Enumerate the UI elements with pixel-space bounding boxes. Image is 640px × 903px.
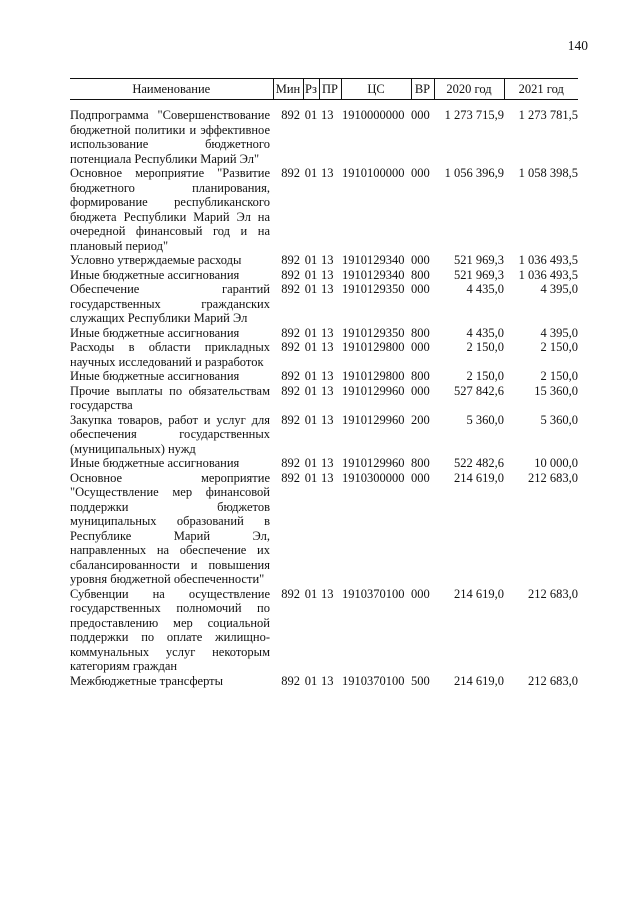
cell-name: Иные бюджетные ассигнования [70, 369, 240, 383]
cell-cs: 1910100000 [342, 166, 405, 180]
cell-name: Межбюджетные трансферты [70, 673, 224, 688]
cell-pr: 13 [321, 108, 334, 122]
cell-name: Основное мероприятие "Осуществление мер финансовой поддержки бюджетов муниципальных образований в Республике Марий Эл, направленных на обеспечение их сбалансированности и повышения уровня бюджетной обеспеченности" [70, 470, 270, 586]
table-row [70, 471, 578, 587]
cell-cs: 1910129350 [342, 282, 405, 296]
cell-cs: 1910129960 [342, 412, 405, 427]
cell-pr: 13 [321, 369, 334, 383]
cell-rz: 01 [304, 340, 318, 354]
cell-vr: 000 [411, 253, 430, 267]
cell-year-2021: 212 683,0 [528, 586, 578, 601]
cell-vr: 200 [411, 412, 430, 427]
page-number: 140 [567, 38, 588, 53]
cell-year-2021: 5 360,0 [540, 412, 578, 427]
cell-rz: 01 [304, 673, 318, 688]
table-row [70, 674, 578, 689]
table-row [70, 587, 578, 674]
cell-year-2021: 1 036 493,5 [518, 253, 578, 267]
cell-vr: 000 [411, 586, 430, 601]
cell-rz: 01 [304, 470, 318, 485]
cell-rz: 01 [304, 586, 318, 601]
table-header-row [70, 79, 578, 100]
cell-pr: 13 [321, 470, 334, 485]
cell-cs: 1910129800 [342, 369, 405, 383]
cell-year-2020: 5 360,0 [466, 412, 504, 427]
cell-vr: 000 [411, 340, 430, 354]
cell-year-2021: 1 273 781,5 [518, 108, 578, 122]
cell-min: 892 [281, 282, 300, 296]
table-row [70, 369, 578, 384]
table-body [70, 100, 578, 689]
cell-year-2021: 15 360,0 [534, 383, 578, 398]
cell-min: 892 [281, 369, 300, 383]
cell-year-2020: 214 619,0 [454, 470, 504, 485]
cell-cs: 1910000000 [342, 108, 405, 122]
cell-rz: 01 [304, 253, 318, 267]
header-pr: ПР [319, 79, 341, 100]
cell-year-2020: 4 435,0 [466, 325, 504, 340]
cell-year-2021: 4 395,0 [540, 325, 578, 340]
header-min: Мин [273, 79, 303, 100]
cell-min: 892 [281, 383, 300, 398]
cell-year-2021: 2 150,0 [540, 340, 578, 354]
cell-vr: 000 [411, 108, 430, 122]
cell-year-2021: 212 683,0 [528, 470, 578, 485]
cell-cs: 1910129340 [342, 267, 405, 282]
cell-vr: 800 [411, 369, 430, 383]
cell-year-2021: 1 058 398,5 [518, 166, 578, 180]
cell-pr: 13 [321, 586, 334, 601]
cell-vr: 000 [411, 282, 430, 296]
cell-year-2021: 1 036 493,5 [518, 267, 578, 282]
cell-year-2020: 214 619,0 [454, 673, 504, 688]
cell-rz: 01 [304, 325, 318, 340]
cell-name: Иные бюджетные ассигнования [70, 325, 240, 340]
cell-year-2020: 1 273 715,9 [444, 108, 504, 122]
cell-cs: 1910129340 [342, 253, 405, 267]
cell-rz: 01 [304, 166, 318, 180]
cell-year-2020: 2 150,0 [466, 369, 504, 383]
cell-min: 892 [281, 253, 300, 267]
cell-name: Основное мероприятие "Развитие бюджетного планирования, формирование республиканского бюджета Республики Марий Эл на очередной финансовый год и на плановый период" [70, 166, 270, 253]
header-year-2020: 2020 год [434, 79, 504, 100]
cell-pr: 13 [321, 383, 334, 398]
cell-rz: 01 [304, 383, 318, 398]
cell-cs: 1910129800 [342, 340, 405, 354]
budget-table [70, 78, 578, 688]
cell-name: Иные бюджетные ассигнования [70, 267, 240, 282]
cell-year-2021: 10 000,0 [534, 456, 578, 470]
cell-name: Прочие выплаты по обязательствам государства [70, 383, 270, 412]
cell-vr: 800 [411, 325, 430, 340]
cell-pr: 13 [321, 282, 334, 296]
cell-cs: 1910129960 [342, 383, 405, 398]
cell-name: Расходы в области прикладных научных исследований и разработок [70, 340, 270, 369]
cell-name: Обеспечение гарантий государственных гражданских служащих Республики Марий Эл [70, 282, 270, 325]
cell-rz: 01 [304, 282, 318, 296]
table-row [70, 253, 578, 268]
cell-cs: 1910370100 [342, 586, 405, 601]
cell-cs: 1910370100 [342, 673, 405, 688]
cell-cs: 1910300000 [342, 470, 405, 485]
cell-min: 892 [281, 325, 300, 340]
cell-cs: 1910129350 [342, 325, 405, 340]
cell-year-2021: 2 150,0 [540, 369, 578, 383]
table-row [70, 384, 578, 413]
table-row [70, 413, 578, 457]
cell-min: 892 [281, 267, 300, 282]
header-cs: ЦС [341, 79, 411, 100]
cell-year-2020: 214 619,0 [454, 586, 504, 601]
header-rz: Рз [303, 79, 319, 100]
cell-vr: 000 [411, 383, 430, 398]
cell-rz: 01 [304, 456, 318, 470]
cell-vr: 000 [411, 166, 430, 180]
cell-year-2020: 521 969,3 [454, 267, 504, 282]
cell-name: Подпрограмма "Совершенствование бюджетной политики и эффективное использование бюджетного потенциала Республики Марий Эл" [70, 108, 270, 166]
table-row [70, 100, 578, 167]
cell-min: 892 [281, 673, 300, 688]
cell-year-2020: 521 969,3 [454, 253, 504, 267]
cell-pr: 13 [321, 267, 334, 282]
cell-year-2020: 2 150,0 [466, 340, 504, 354]
cell-name: Субвенции на осуществление государственных полномочий по предоставлению мер социальной поддержки по оплате жилищно-коммунальных услуг некоторым категориям граждан [70, 586, 270, 673]
cell-pr: 13 [321, 340, 334, 354]
cell-vr: 800 [411, 456, 430, 470]
cell-pr: 13 [321, 673, 334, 688]
cell-rz: 01 [304, 369, 318, 383]
cell-pr: 13 [321, 456, 334, 470]
cell-min: 892 [281, 456, 300, 470]
cell-rz: 01 [304, 108, 318, 122]
cell-name: Иные бюджетные ассигнования [70, 456, 240, 470]
cell-year-2020: 522 482,6 [454, 456, 504, 470]
cell-year-2020: 4 435,0 [466, 282, 504, 296]
header-name: Наименование [70, 79, 273, 100]
cell-min: 892 [281, 470, 300, 485]
cell-min: 892 [281, 166, 300, 180]
header-year-2021: 2021 год [504, 79, 578, 100]
table-row [70, 456, 578, 471]
cell-year-2020: 1 056 396,9 [444, 166, 504, 180]
cell-cs: 1910129960 [342, 456, 405, 470]
cell-vr: 800 [411, 267, 430, 282]
cell-pr: 13 [321, 325, 334, 340]
cell-name: Закупка товаров, работ и услуг для обеспечения государственных (муниципальных) нужд [70, 412, 270, 456]
cell-pr: 13 [321, 253, 334, 267]
cell-rz: 01 [304, 412, 318, 427]
cell-pr: 13 [321, 412, 334, 427]
cell-year-2021: 212 683,0 [528, 673, 578, 688]
cell-min: 892 [281, 586, 300, 601]
cell-min: 892 [281, 412, 300, 427]
cell-year-2021: 4 395,0 [540, 282, 578, 296]
cell-rz: 01 [304, 267, 318, 282]
cell-min: 892 [281, 340, 300, 354]
table-row [70, 166, 578, 253]
table-row [70, 282, 578, 326]
cell-min: 892 [281, 108, 300, 122]
header-vr: ВР [411, 79, 434, 100]
cell-year-2020: 527 842,6 [454, 383, 504, 398]
cell-name: Условно утверждаемые расходы [70, 253, 242, 267]
cell-vr: 000 [411, 470, 430, 485]
cell-vr: 500 [411, 673, 430, 688]
cell-pr: 13 [321, 166, 334, 180]
table-row [70, 326, 578, 341]
table-row [70, 268, 578, 283]
table-row [70, 340, 578, 369]
